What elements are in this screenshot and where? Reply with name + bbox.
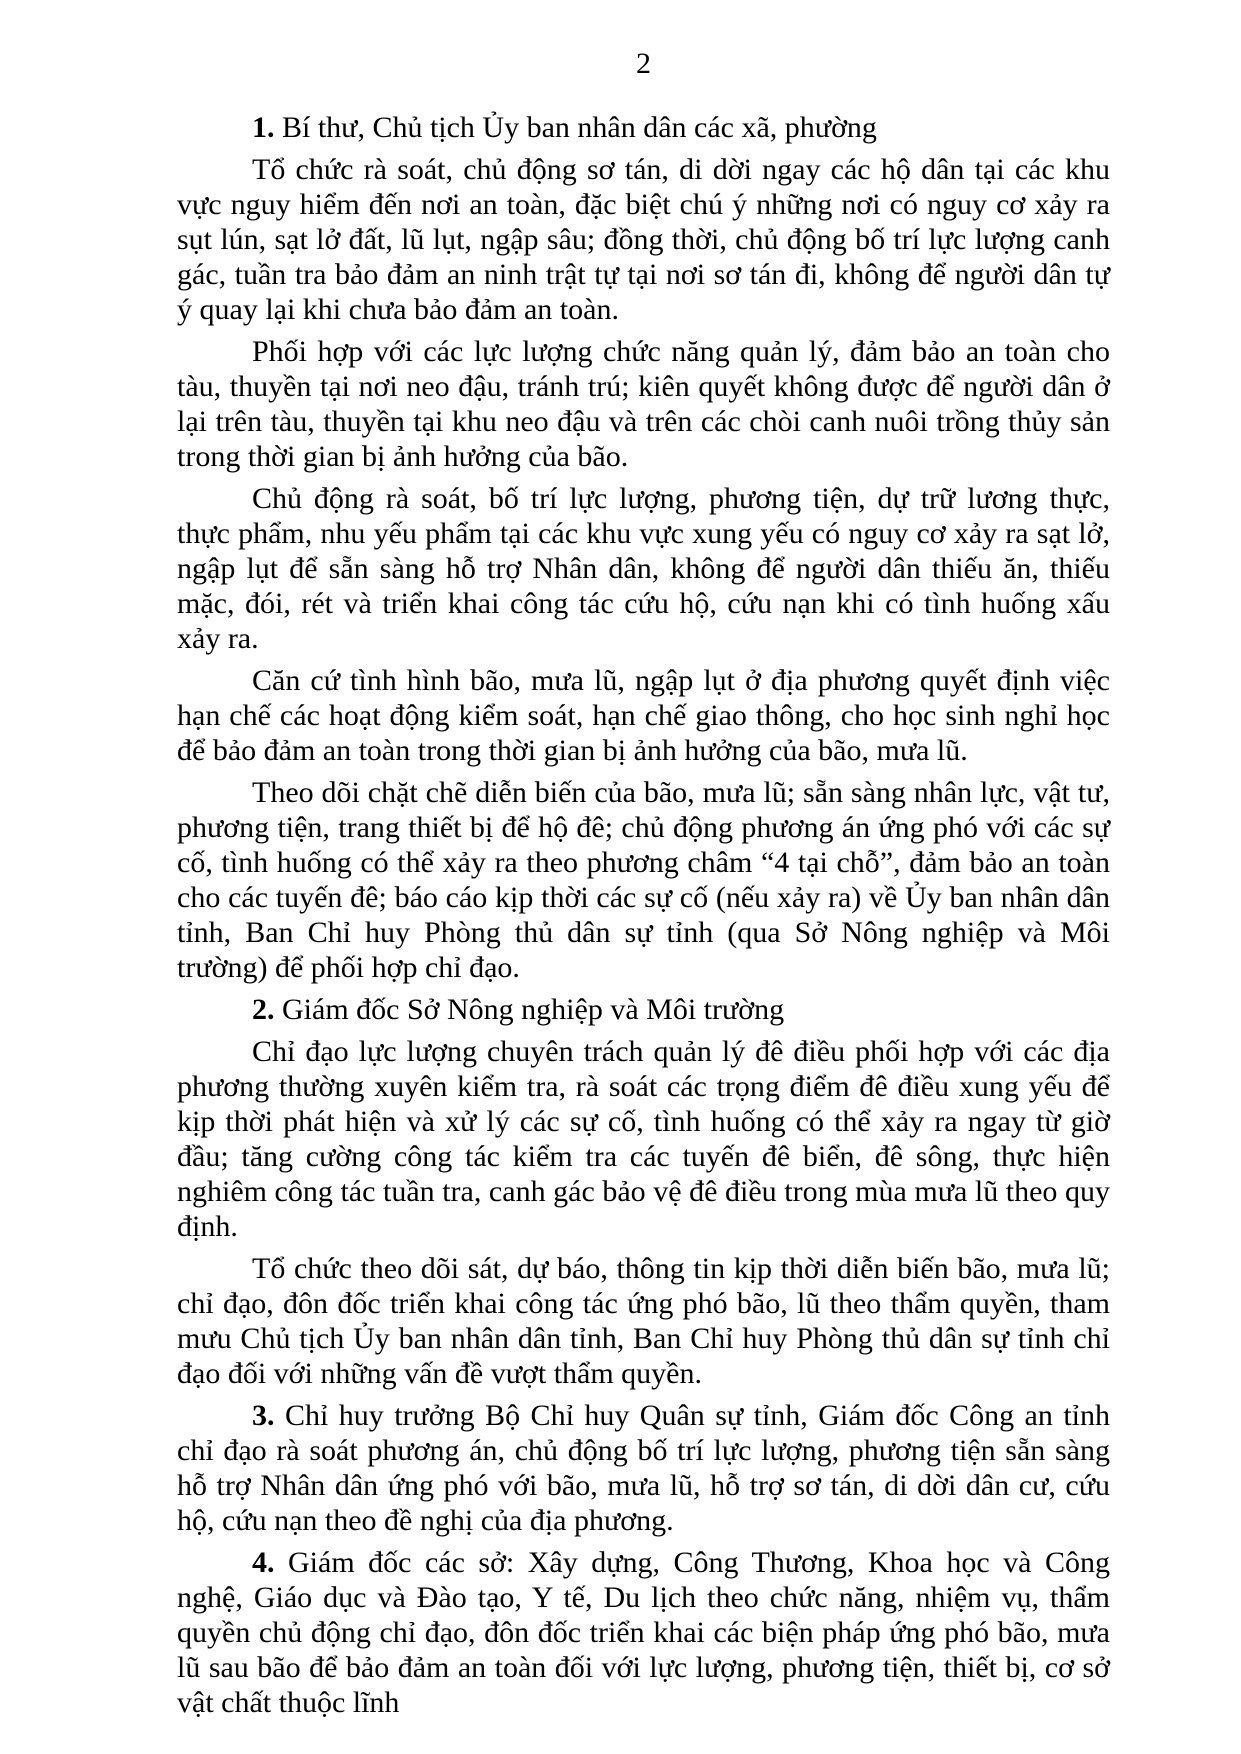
document-body: [177, 81, 1110, 1720]
section-number: 3.: [252, 1399, 285, 1432]
paragraph: Căn cứ tình hình bão, mưa lũ, ngập lụt ở địa phương quyết định việc hạn chế các hoạt động kiểm soát, hạn chế giao thông, cho học sinh nghỉ học để bảo đảm an toàn trong thời gian bị ảnh hưởng của bão, mưa lũ.: [177, 664, 1110, 767]
section-number: 1.: [252, 111, 282, 144]
section-number: 4.: [252, 1546, 288, 1579]
paragraph: Chủ động rà soát, bố trí lực lượng, phương tiện, dự trữ lương thực, thực phẩm, nhu yếu phẩm tại các khu vực xung yếu có nguy cơ xảy ra sạt lở, ngập lụt để sẵn sàng hỗ trợ Nhân dân, không để người dân thiếu ăn, thiếu mặc, đói, rét và triển khai công tác cứu hộ, cứu nạn khi có tình huống xấu xảy ra.: [177, 482, 1110, 655]
paragraph: Phối hợp với các lực lượng chức năng quản lý, đảm bảo an toàn cho tàu, thuyền tại nơi neo đậu, tránh trú; kiên quyết không được để người dân ở lại trên tàu, thuyền tại khu neo đậu và trên các chòi canh nuôi trồng thủy sản trong thời gian bị ảnh hưởng của bão.: [177, 335, 1110, 473]
paragraph: Tổ chức theo dõi sát, dự báo, thông tin kịp thời diễn biến bão, mưa lũ; chỉ đạo, đôn đốc triển khai công tác ứng phó bão, lũ theo thẩm quyền, tham mưu Chủ tịch Ủy ban nhân dân tỉnh, Ban Chỉ huy Phòng thủ dân sự tỉnh chỉ đạo đối với những vấn đề vượt thẩm quyền.: [177, 1252, 1110, 1390]
paragraph: Chỉ đạo lực lượng chuyên trách quản lý đê điều phối hợp với các địa phương thường xuyên kiểm tra, rà soát các trọng điểm đê điều xung yếu để kịp thời phát hiện và xử lý các sự cố, tình huống có thể xảy ra ngay từ giờ đầu; tăng cường công tác kiểm tra các tuyến đê biển, đê sông, thực hiện nghiêm công tác tuần tra, canh gác bảo vệ đê điều trong mùa mưa lũ theo quy định.: [177, 1035, 1110, 1243]
section-heading: 2. Giám đốc Sở Nông nghiệp và Môi trường: [252, 993, 785, 1026]
paragraph: Theo dõi chặt chẽ diễn biến của bão, mưa lũ; sẵn sàng nhân lực, vật tư, phương tiện, trang thiết bị để hộ đê; chủ động phương án ứng phó với các sự cố, tình huống có thể xảy ra theo phương châm “4 tại chỗ”, đảm bảo an toàn cho các tuyến đê; báo cáo kịp thời các sự cố (nếu xảy ra) về Ủy ban nhân dân tỉnh, Ban Chỉ huy Phòng thủ dân sự tỉnh (qua Sở Nông nghiệp và Môi trường) để phối hợp chỉ đạo.: [177, 776, 1110, 984]
section-number: 2.: [252, 993, 282, 1026]
paragraph: Tổ chức rà soát, chủ động sơ tán, di dời ngay các hộ dân tại các khu vực nguy hiểm đến nơi an toàn, đặc biệt chú ý những nơi có nguy cơ xảy ra sụt lún, sạt lở đất, lũ lụt, ngập sâu; đồng thời, chủ động bố trí lực lượng canh gác, tuần tra bảo đảm an ninh trật tự tại nơi sơ tán đi, không để người dân tự ý quay lại khi chưa bảo đảm an toàn.: [177, 153, 1110, 326]
paragraph: 4. Giám đốc các sở: Xây dựng, Công Thương, Khoa học và Công nghệ, Giáo dục và Đào tạo, Y tế, Du lịch theo chức năng, nhiệm vụ, thẩm quyền chủ động chỉ đạo, đôn đốc triển khai các biện pháp ứng phó bão, mưa lũ sau bão để bảo đảm an toàn đối với lực lượng, phương tiện, thiết bị, cơ sở vật chất thuộc lĩnh: [177, 1546, 1110, 1719]
page-number: 2: [636, 47, 651, 80]
paragraph: 3. Chỉ huy trưởng Bộ Chỉ huy Quân sự tỉnh, Giám đốc Công an tỉnh chỉ đạo rà soát phương án, chủ động bố trí lực lượng, phương tiện sẵn sàng hỗ trợ Nhân dân ứng phó với bão, mưa lũ, hỗ trợ sơ tán, di dời dân cư, cứu hộ, cứu nạn theo đề nghị của địa phương.: [177, 1399, 1110, 1537]
section-heading: 1. Bí thư, Chủ tịch Ủy ban nhân dân các xã, phường: [252, 111, 877, 144]
